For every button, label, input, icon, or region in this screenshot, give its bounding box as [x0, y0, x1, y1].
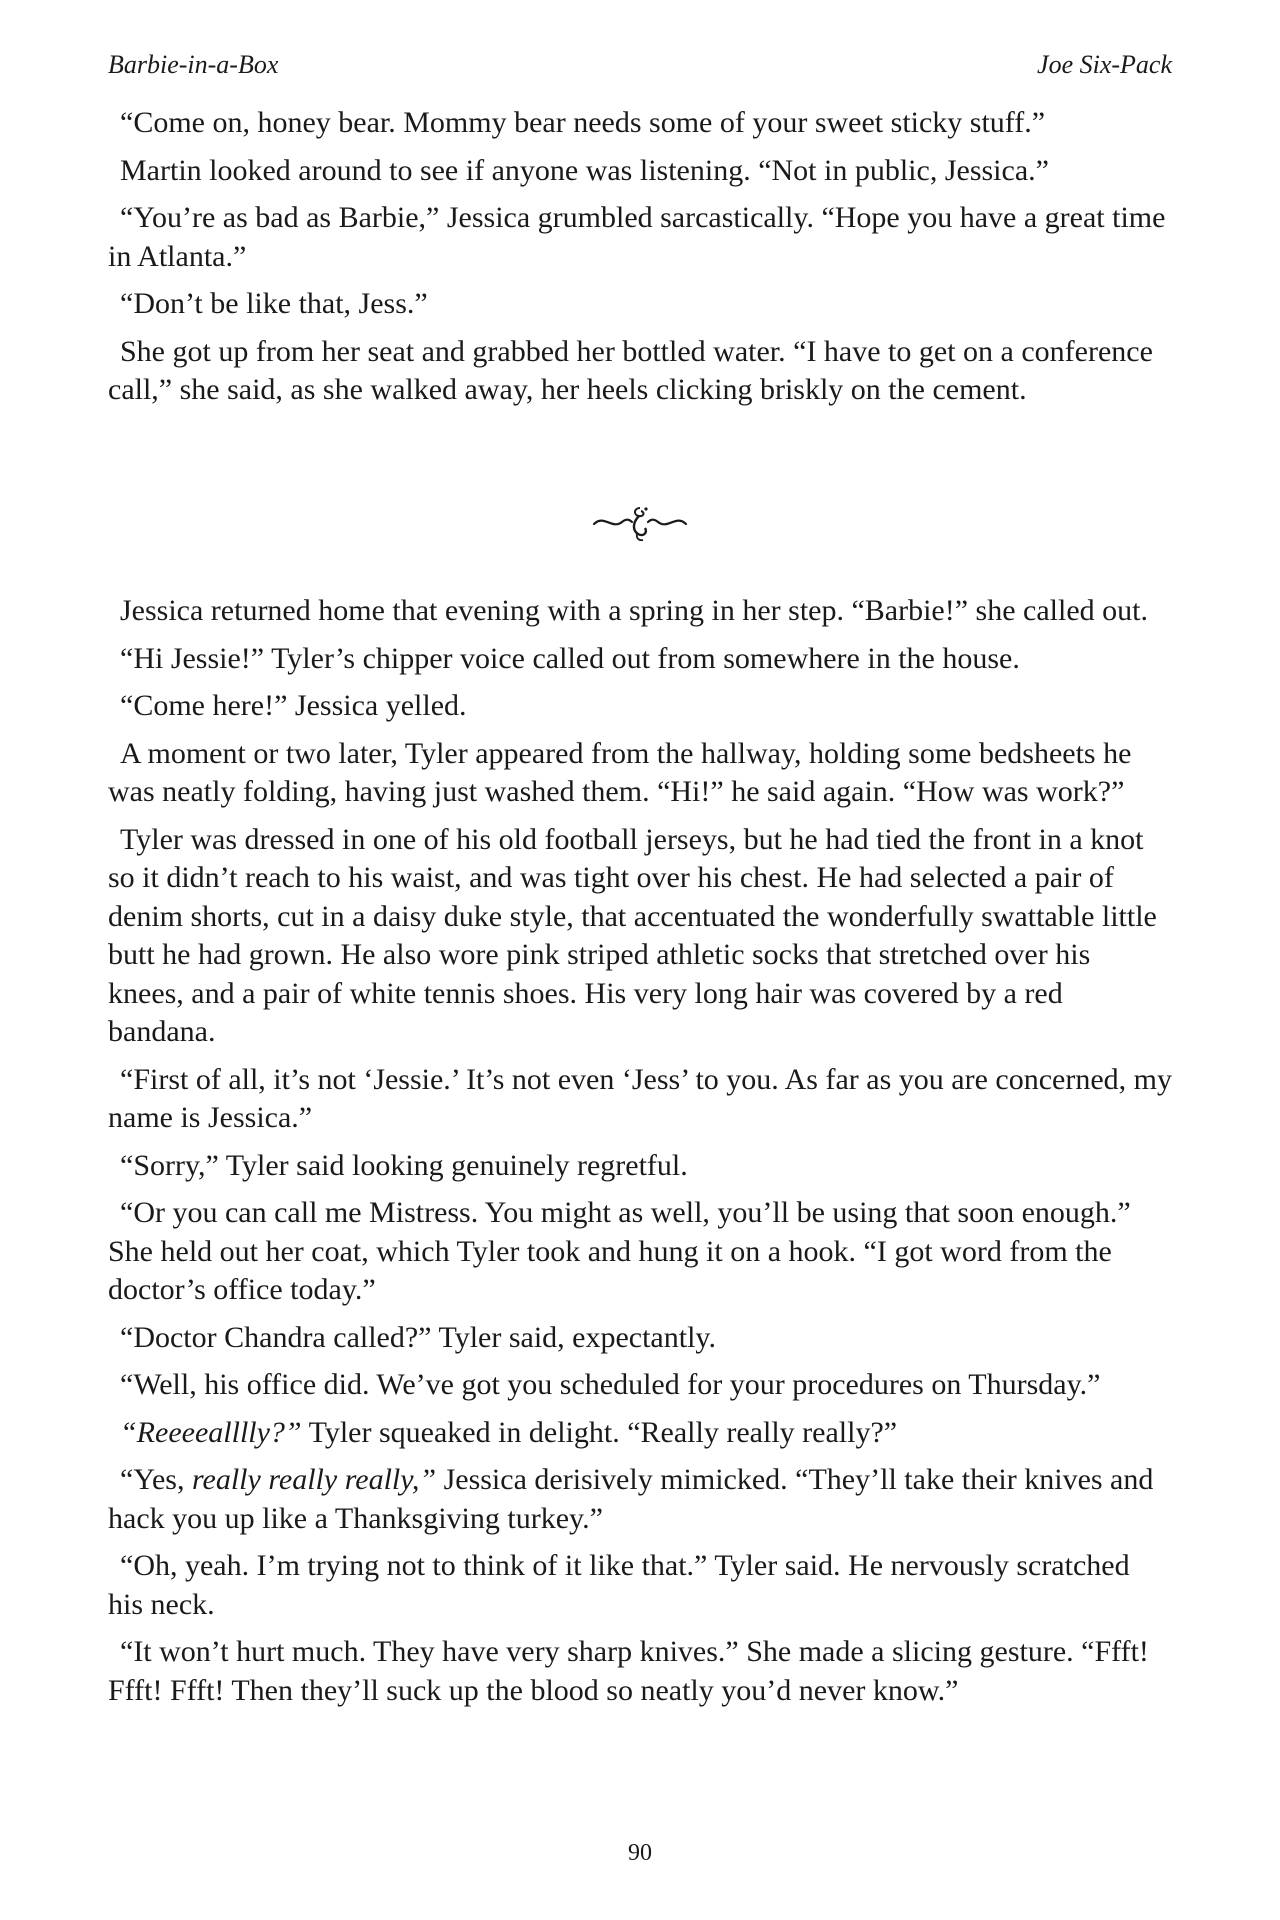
paragraph: A moment or two later, Tyler appeared from the hallway, holding some bedsheets he was neatly folding, having just washed them. “Hi!” he said again. “How was work?” — [108, 736, 1132, 808]
paragraph-text: Jessica derisively mimicked. “They’ll take their knives and hack you up like a Thanksgiving turkey.” — [108, 1463, 1154, 1535]
section-break-flourish-icon — [590, 500, 690, 544]
italic-text: “Reeeealllly?” — [120, 1415, 302, 1449]
paragraph — [108, 1414, 1172, 1453]
paragraph-text: Tyler squeaked in delight. “Really really really?” — [301, 1415, 898, 1449]
book-title: Barbie-in-a-Box — [108, 50, 279, 79]
paragraph: “First of all, it’s not ‘Jessie.’ It’s not even ‘Jess’ to you. As far as you are concerned, my name is Jessica.” — [108, 1062, 1172, 1134]
text-block-after-break — [108, 592, 1172, 1719]
paragraph: “It won’t hurt much. They have very sharp knives.” She made a slicing gesture. “Ffft! Ffft! Ffft! Then they’ll suck up the blood so neatly you’d never know.” — [108, 1635, 1149, 1707]
paragraph: Jessica returned home that evening with a spring in her step. “Barbie!” she called out. — [120, 594, 1148, 627]
paragraph: “Doctor Chandra called?” Tyler said, expectantly. — [120, 1320, 716, 1354]
paragraph-text: “Yes, — [120, 1463, 192, 1496]
running-header — [108, 50, 1172, 86]
page-number: 90 — [628, 1840, 652, 1866]
italic-text: really really really,” — [191, 1463, 437, 1496]
paragraph: “Oh, yeah. I’m trying not to think of it like that.” Tyler said. He nervously scratched his neck. — [108, 1549, 1130, 1621]
paragraph: “Sorry,” Tyler said looking genuinely regretful. — [120, 1148, 688, 1182]
paragraph: “Come here!” Jessica yelled. — [120, 689, 467, 722]
paragraph: “Don’t be like that, Jess.” — [120, 287, 428, 320]
paragraph — [108, 1461, 1172, 1538]
author-name: Joe Six-Pack — [1037, 50, 1172, 79]
paragraph: “You’re as bad as Barbie,” Jessica grumbled sarcastically. “Hope you have a great time in Atlanta.” — [108, 201, 1166, 273]
paragraph: “Or you can call me Mistress. You might as well, you’ll be using that soon enough.” She held out her coat, which Tyler took and hung it on a hook. “I got word from the doctor’s office today.” — [108, 1196, 1131, 1306]
text-block-before-break — [108, 104, 1172, 419]
paragraph: “Well, his office did. We’ve got you scheduled for your procedures on Thursday.” — [120, 1368, 1101, 1401]
paragraph: “Hi Jessie!” Tyler’s chipper voice called out from somewhere in the house. — [120, 641, 1020, 675]
paragraph: “Come on, honey bear. Mommy bear needs some of your sweet sticky stuff.” — [120, 106, 1046, 139]
paragraph: She got up from her seat and grabbed her bottled water. “I have to get on a conference call,” she said, as she walked away, her heels clicking briskly on the cement. — [108, 334, 1153, 406]
paragraph: Martin looked around to see if anyone was listening. “Not in public, Jessica.” — [120, 153, 1049, 187]
paragraph: Tyler was dressed in one of his old football jerseys, but he had tied the front in a knot so it didn’t reach to his waist, and was tight over his chest. He had selected a pair of denim shorts, cut in a daisy duke style, that accentuated the wonderfully swattable little butt he had grown. He also wore pink striped athletic socks that stretched over his knees, and a pair of white tennis shoes. His very long hair was covered by a red bandana. — [108, 822, 1157, 1048]
